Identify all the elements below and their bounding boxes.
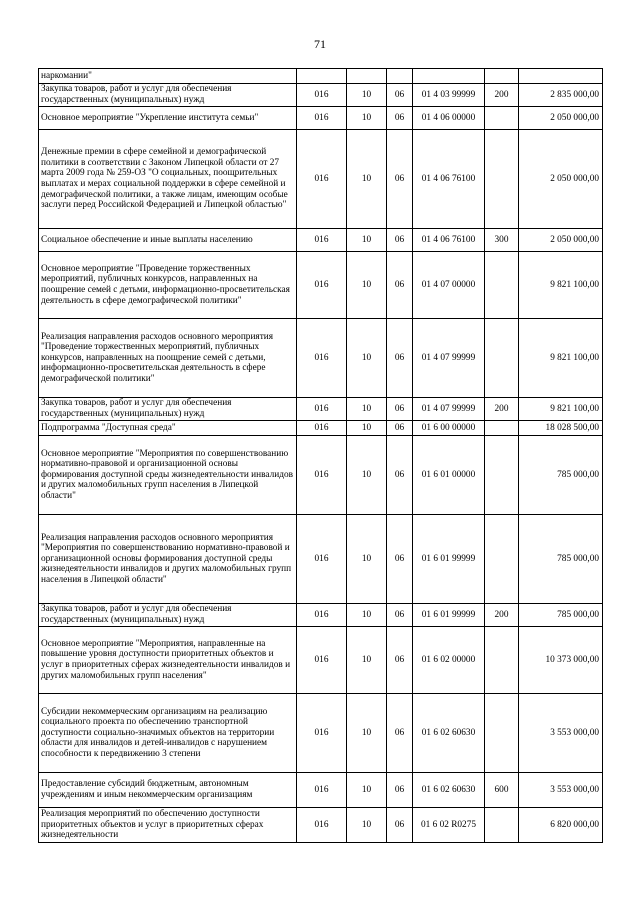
row-subsection: 06: [387, 229, 413, 252]
row-subsection: 06: [387, 436, 413, 515]
row-expense-type: [485, 252, 519, 319]
row-section: 10: [347, 627, 387, 694]
row-admin-code: 016: [297, 694, 347, 773]
row-expense-type: [485, 436, 519, 515]
row-amount: 9 821 100,00: [519, 398, 603, 421]
row-name: Реализация мероприятий по обеспечению доступности приоритетных объектов и услуг в приоритетных сферах жизнедеятельности: [39, 808, 297, 843]
row-section: 10: [347, 436, 387, 515]
row-admin-code: 016: [297, 107, 347, 130]
row-amount: 2 835 000,00: [519, 84, 603, 107]
row-section: 10: [347, 773, 387, 808]
row-amount: 9 821 100,00: [519, 252, 603, 319]
row-amount: [519, 69, 603, 84]
row-expense-type: 200: [485, 84, 519, 107]
row-admin-code: 016: [297, 84, 347, 107]
row-amount: 3 553 000,00: [519, 694, 603, 773]
row-admin-code: 016: [297, 252, 347, 319]
row-target-code: 01 4 07 00000: [413, 252, 485, 319]
row-target-code: 01 6 00 00000: [413, 421, 485, 436]
row-subsection: [387, 69, 413, 84]
row-admin-code: 016: [297, 130, 347, 229]
table-row: [39, 319, 603, 398]
row-amount: 18 028 500,00: [519, 421, 603, 436]
row-amount: 3 553 000,00: [519, 773, 603, 808]
row-subsection: 06: [387, 604, 413, 627]
row-name: Закупка товаров, работ и услуг для обеспечения государственных (муниципальных) нужд: [39, 604, 297, 627]
row-expense-type: [485, 69, 519, 84]
row-subsection: 06: [387, 773, 413, 808]
row-name: Социальное обеспечение и иные выплаты населению: [39, 229, 297, 252]
row-subsection: 06: [387, 130, 413, 229]
row-expense-type: [485, 515, 519, 604]
row-admin-code: [297, 69, 347, 84]
row-admin-code: 016: [297, 229, 347, 252]
row-target-code: 01 4 06 76100: [413, 229, 485, 252]
row-subsection: 06: [387, 319, 413, 398]
row-amount: 2 050 000,00: [519, 130, 603, 229]
row-target-code: 01 4 07 99999: [413, 398, 485, 421]
row-section: 10: [347, 130, 387, 229]
row-target-code: 01 6 02 R0275: [413, 808, 485, 843]
row-amount: 2 050 000,00: [519, 107, 603, 130]
row-admin-code: 016: [297, 319, 347, 398]
row-section: 10: [347, 398, 387, 421]
row-subsection: 06: [387, 398, 413, 421]
row-amount: 9 821 100,00: [519, 319, 603, 398]
row-target-code: 01 6 01 99999: [413, 604, 485, 627]
table-row: [39, 773, 603, 808]
row-admin-code: 016: [297, 515, 347, 604]
table-row: [39, 627, 603, 694]
row-expense-type: 200: [485, 398, 519, 421]
page-number: 71: [314, 37, 326, 51]
row-target-code: 01 6 01 00000: [413, 436, 485, 515]
row-amount: 10 373 000,00: [519, 627, 603, 694]
table-row: [39, 69, 603, 84]
row-section: 10: [347, 252, 387, 319]
row-target-code: 01 6 02 60630: [413, 694, 485, 773]
row-target-code: 01 4 07 99999: [413, 319, 485, 398]
table-row: [39, 421, 603, 436]
row-subsection: 06: [387, 107, 413, 130]
table-row: [39, 808, 603, 843]
row-name: Основное мероприятие "Мероприятия по совершенствованию нормативно-правовой и организационной основы формирования доступной среды жизнедеятельности инвалидов и других маломобильных групп населения в Липецкой области": [39, 436, 297, 515]
row-amount: 785 000,00: [519, 436, 603, 515]
row-amount: 785 000,00: [519, 604, 603, 627]
row-name: наркомании": [39, 69, 297, 84]
row-name: Закупка товаров, работ и услуг для обеспечения государственных (муниципальных) нужд: [39, 398, 297, 421]
row-name: Субсидии некоммерческим организациям на реализацию социального проекта по обеспечению транспортной доступности социально-значимых объектов на территории области для инвалидов и детей-инвалидов с нарушением способности к передвижению 3 степени: [39, 694, 297, 773]
row-section: 10: [347, 107, 387, 130]
row-name: Предоставление субсидий бюджетным, автономным учреждениям и иным некоммерческим организациям: [39, 773, 297, 808]
row-expense-type: [485, 130, 519, 229]
table-row: [39, 84, 603, 107]
row-target-code: 01 4 06 76100: [413, 130, 485, 229]
row-name: Основное мероприятие "Укрепление института семьи": [39, 107, 297, 130]
table-row: [39, 252, 603, 319]
row-expense-type: 200: [485, 604, 519, 627]
row-name: Закупка товаров, работ и услуг для обеспечения государственных (муниципальных) нужд: [39, 84, 297, 107]
budget-table: [38, 68, 603, 843]
row-expense-type: 600: [485, 773, 519, 808]
row-admin-code: 016: [297, 627, 347, 694]
table-row: [39, 229, 603, 252]
row-section: 10: [347, 84, 387, 107]
row-name: Денежные премии в сфере семейной и демографической политики в соответствии с Законом Липецкой области от 27 марта 2009 года № 259-ОЗ "О социальных, поощрительных выплатах и мерах социальной поддержки в сфере семейной и демографической политики, а также лицам, имеющим особые заслуги перед Российской Федерацией и Липецкой областью": [39, 130, 297, 229]
table-row: [39, 604, 603, 627]
row-admin-code: 016: [297, 421, 347, 436]
row-name: Реализация направления расходов основного мероприятия "Мероприятия по совершенствованию нормативно-правовой и организационной основы формирования доступной среды жизнедеятельности инвалидов и других маломобильных групп населения в Липецкой области": [39, 515, 297, 604]
row-amount: 6 820 000,00: [519, 808, 603, 843]
row-expense-type: [485, 421, 519, 436]
row-admin-code: 016: [297, 436, 347, 515]
row-target-code: [413, 69, 485, 84]
row-name: Основное мероприятие "Мероприятия, направленные на повышение уровня доступности приоритетных объектов и услуг в приоритетных сферах жизнедеятельности инвалидов и других маломобильных групп населения": [39, 627, 297, 694]
row-target-code: 01 6 02 60630: [413, 773, 485, 808]
row-section: 10: [347, 808, 387, 843]
row-subsection: 06: [387, 84, 413, 107]
row-target-code: 01 4 06 00000: [413, 107, 485, 130]
table-row: [39, 436, 603, 515]
row-name: Реализация направления расходов основного мероприятия "Проведение торжественных мероприятий, публичных конкурсов, направленных на поощрение семей с детьми, информационно-просветительская деятельность в сфере демографической политики": [39, 319, 297, 398]
row-expense-type: 300: [485, 229, 519, 252]
row-section: 10: [347, 421, 387, 436]
row-target-code: 01 6 02 00000: [413, 627, 485, 694]
row-name: Основное мероприятие "Проведение торжественных мероприятий, публичных конкурсов, направленных на поощрение семей с детьми, информационно-просветительская деятельность в сфере демографической политики": [39, 252, 297, 319]
row-subsection: 06: [387, 627, 413, 694]
row-subsection: 06: [387, 515, 413, 604]
row-admin-code: 016: [297, 773, 347, 808]
row-section: 10: [347, 515, 387, 604]
row-target-code: 01 6 01 99999: [413, 515, 485, 604]
row-subsection: 06: [387, 252, 413, 319]
row-expense-type: [485, 627, 519, 694]
row-subsection: 06: [387, 808, 413, 843]
table-row: [39, 107, 603, 130]
row-section: 10: [347, 229, 387, 252]
row-name: Подпрограмма "Доступная среда": [39, 421, 297, 436]
row-amount: 2 050 000,00: [519, 229, 603, 252]
row-section: [347, 69, 387, 84]
table-row: [39, 130, 603, 229]
row-admin-code: 016: [297, 808, 347, 843]
row-target-code: 01 4 03 99999: [413, 84, 485, 107]
row-subsection: 06: [387, 694, 413, 773]
row-expense-type: [485, 319, 519, 398]
row-admin-code: 016: [297, 398, 347, 421]
row-expense-type: [485, 694, 519, 773]
row-subsection: 06: [387, 421, 413, 436]
row-expense-type: [485, 107, 519, 130]
table-row: [39, 398, 603, 421]
row-section: 10: [347, 319, 387, 398]
row-section: 10: [347, 694, 387, 773]
row-admin-code: 016: [297, 604, 347, 627]
row-amount: 785 000,00: [519, 515, 603, 604]
table-row: [39, 694, 603, 773]
row-section: 10: [347, 604, 387, 627]
table-row: [39, 515, 603, 604]
row-expense-type: [485, 808, 519, 843]
